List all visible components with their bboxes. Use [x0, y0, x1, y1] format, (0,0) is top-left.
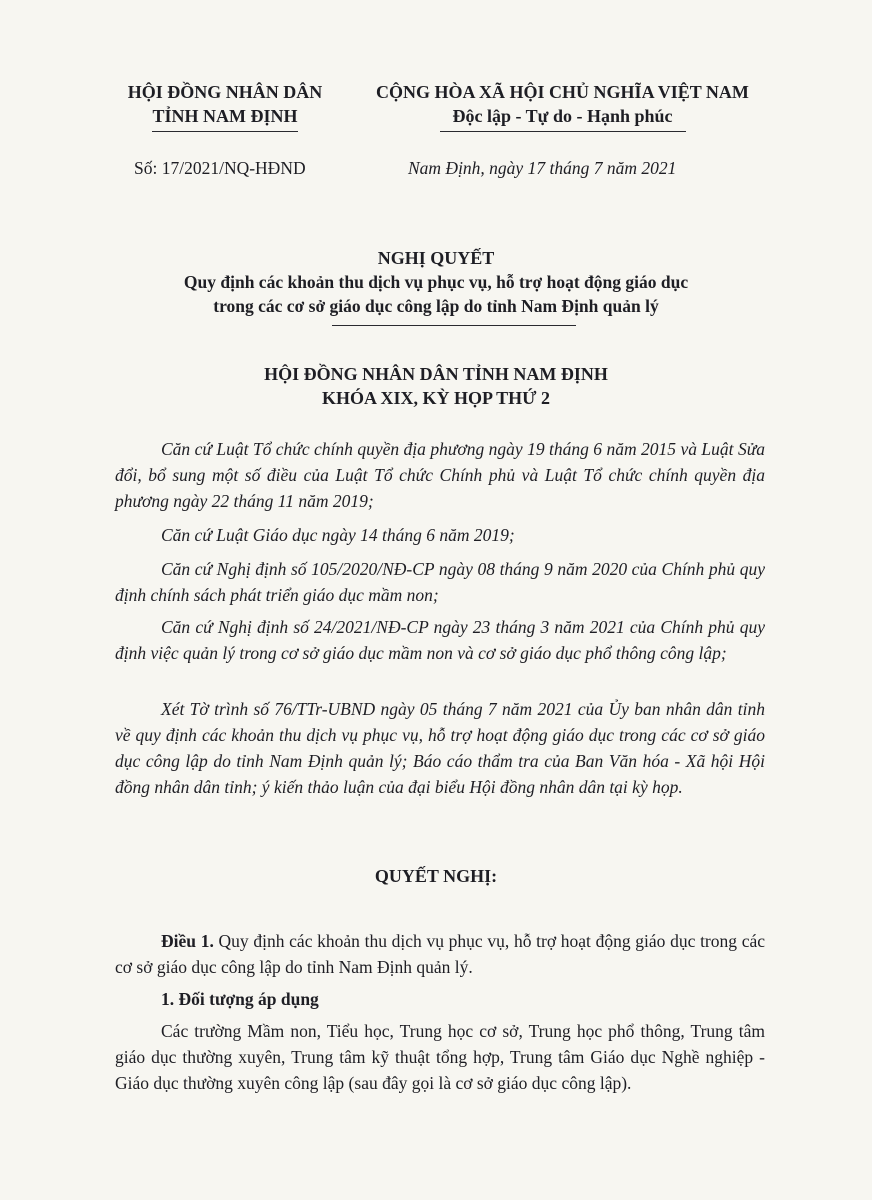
legal-basis-4: Căn cứ Nghị định số 24/2021/NĐ-CP ngày 23 tháng 3 năm 2021 của Chính phủ quy định việc quản lý trong cơ sở giáo dục mầm non và cơ sở giáo dục phổ thông công lập;: [115, 617, 765, 663]
issuing-body-underline: [152, 131, 298, 132]
document-subject-line2: trong các cơ sở giáo dục công lập do tỉnh Nam Định quản lý: [213, 296, 659, 316]
section-1-text: Các trường Mầm non, Tiểu học, Trung học cơ sở, Trung học phổ thông, Trung tâm giáo dục thường xuyên, Trung tâm kỹ thuật tổng hợp, Trung tâm Giáo dục Nghề nghiệp - Giáo dục thường xuyên công lập (sau đây gọi là cơ sở giáo dục công lập).: [115, 1021, 765, 1093]
issuing-body-line1: HỘI ĐỒNG NHÂN DÂN: [127, 82, 323, 102]
article-1-label: Điều 1.: [161, 931, 214, 951]
issuing-body-line2: TỈNH NAM ĐỊNH: [152, 106, 298, 126]
issuer-line2: KHÓA XIX, KỲ HỌP THỨ 2: [321, 388, 551, 408]
document-subject-line1: Quy định các khoản thu dịch vụ phục vụ, hỗ trợ hoạt động giáo dục: [183, 272, 689, 292]
place-date: Nam Định, ngày 17 tháng 7 năm 2021: [408, 158, 677, 178]
document-number: Số: 17/2021/NQ-HĐND: [134, 158, 306, 178]
resolution-heading: QUYẾT NGHỊ:: [374, 866, 498, 886]
legal-basis-3: Căn cứ Nghị định số 105/2020/NĐ-CP ngày 08 tháng 9 năm 2020 của Chính phủ quy định chính sách phát triển giáo dục mầm non;: [115, 559, 765, 605]
title-underline: [332, 325, 576, 326]
article-1: [115, 928, 765, 980]
document-type: NGHỊ QUYẾT: [377, 248, 495, 268]
national-title: CỘNG HÒA XÃ HỘI CHỦ NGHĨA VIỆT NAM: [376, 82, 749, 102]
section-1-heading: 1. Đối tượng áp dụng: [161, 989, 319, 1009]
national-motto-underline: [440, 131, 686, 132]
legal-basis-2: Căn cứ Luật Giáo dục ngày 14 tháng 6 năm 2019;: [161, 525, 515, 545]
national-motto: Độc lập - Tự do - Hạnh phúc: [452, 106, 673, 126]
issuer-line1: HỘI ĐỒNG NHÂN DÂN TỈNH NAM ĐỊNH: [264, 364, 608, 384]
legal-basis-1: Căn cứ Luật Tổ chức chính quyền địa phương ngày 19 tháng 6 năm 2015 và Luật Sửa đổi, bổ sung một số điều của Luật Tổ chức Chính phủ và Luật Tổ chức chính quyền địa phương ngày 22 tháng 11 năm 2019;: [115, 439, 765, 511]
article-1-text: Quy định các khoản thu dịch vụ phục vụ, hỗ trợ hoạt động giáo dục trong các cơ sở giáo dục công lập do tỉnh Nam Định quản lý.: [115, 931, 766, 977]
consideration: Xét Tờ trình số 76/TTr-UBND ngày 05 tháng 7 năm 2021 của Ủy ban nhân dân tỉnh về quy định các khoản thu dịch vụ phục vụ, hỗ trợ hoạt động giáo dục trong các cơ sở giáo dục công lập do tỉnh Nam Định quản lý; Báo cáo thẩm tra của Ban Văn hóa - Xã hội Hội đồng nhân dân tỉnh; ý kiến thảo luận của đại biểu Hội đồng nhân dân tại kỳ họp.: [115, 699, 765, 797]
